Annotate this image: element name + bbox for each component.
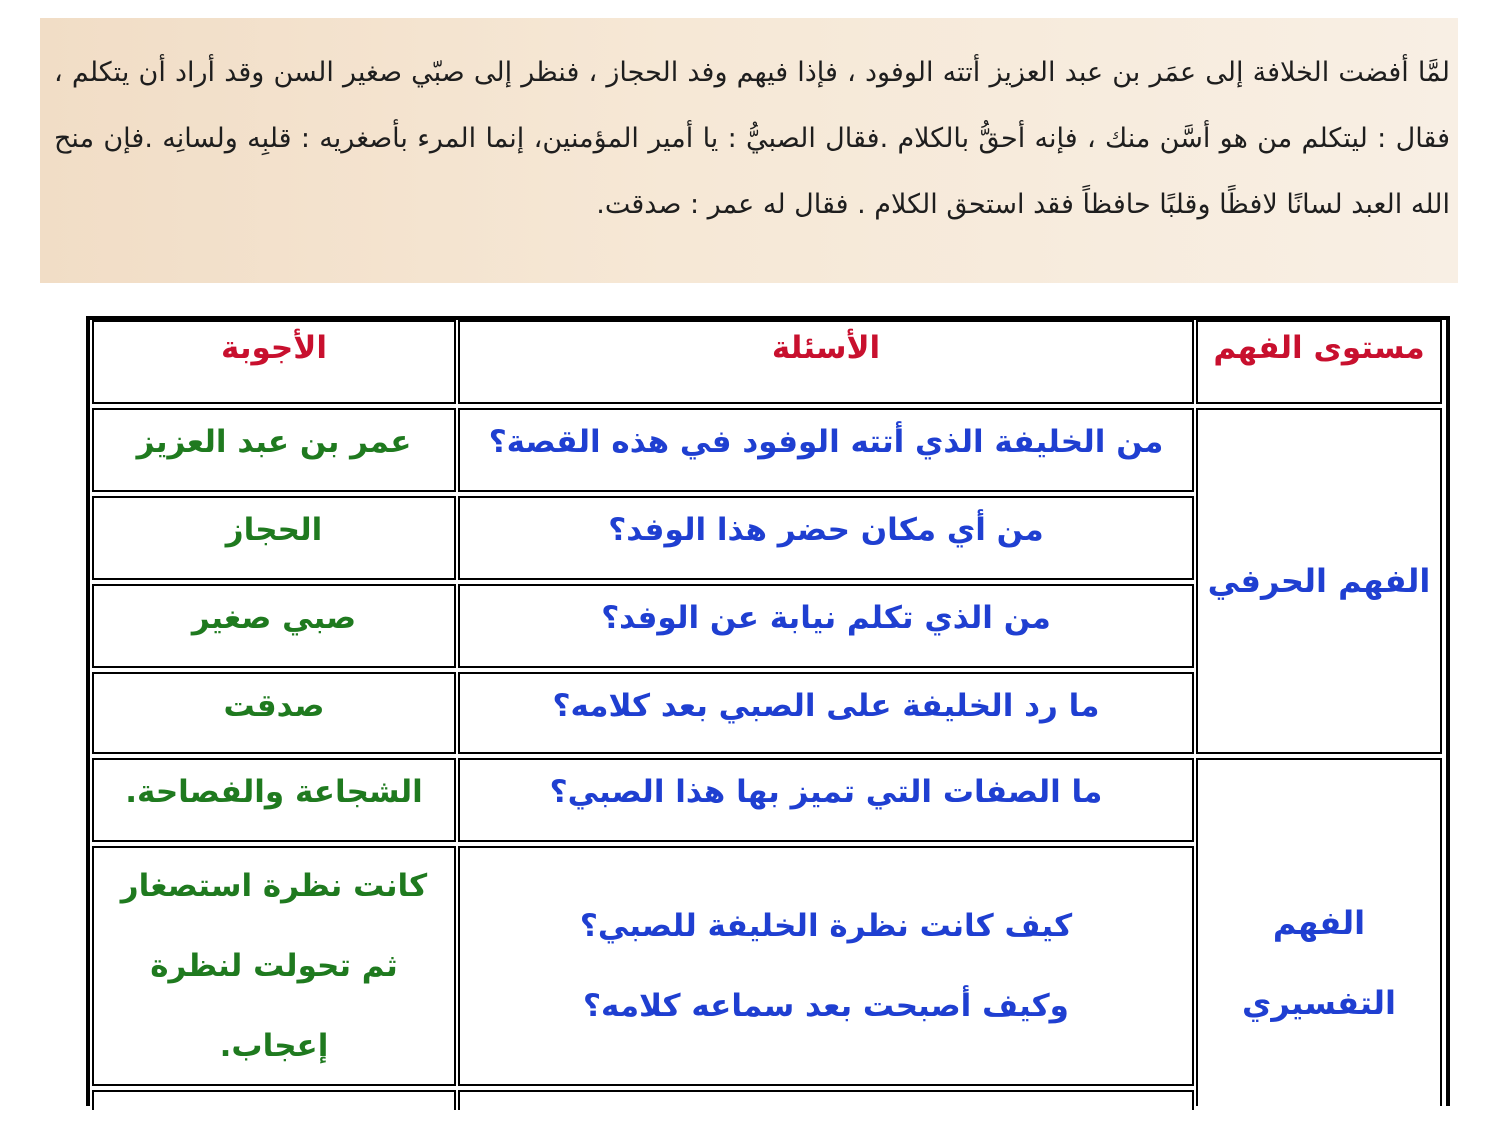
question-cell: من أي مكان حضر هذا الوفد؟ [458,496,1194,580]
answer-cell: الشجاعة والفصاحة. [92,758,456,842]
question-cell: ما الصفات التي تميز بها هذا الصبي؟ [458,758,1194,842]
answer-line: إعجاب. [219,1028,329,1064]
answer-cell: الحجاز [92,496,456,580]
level-line: التفسيري [1242,984,1396,1022]
answer-cell-multiline [92,846,456,1086]
level-literal: الفهم الحرفي [1196,408,1442,754]
level-interpretive [1196,758,1442,1106]
question-cell: من الذي تكلم نيابة عن الوفد؟ [458,584,1194,668]
header-questions: الأسئلة [458,320,1194,404]
header-answers: الأجوبة [92,320,456,404]
answer-line: كانت نظرة استصغار [120,868,428,904]
next-row-cell [458,1090,1194,1110]
question-cell: من الخليفة الذي أتته الوفود في هذه القصة؟ [458,408,1194,492]
question-cell: ما رد الخليفة على الصبي بعد كلامه؟ [458,672,1194,754]
question-line: كيف كانت نظرة الخليفة للصبي؟ [579,908,1073,944]
question-cell-multiline [458,846,1194,1086]
comprehension-table [86,316,1450,1106]
answer-cell: عمر بن عبد العزيز [92,408,456,492]
answer-cell: صدقت [92,672,456,754]
story-passage [40,18,1458,283]
question-line: وكيف أصبحت بعد سماعه كلامه؟ [583,988,1069,1024]
header-level: مستوى الفهم [1196,320,1442,404]
answer-cell: صبي صغير [92,584,456,668]
passage-text: لمَّا أفضت الخلافة إلى عمَر بن عبد العزيز أتته الوفود ، فإذا فيهم وفد الحجاز ، فنظر إلى صبّي صغير السن وقد أراد أن يتكلم ، فقال : ليتكلم من هو أسَّن منك ، فإنه أحقُّ بالكلام .فقال الصبيُّ : يا أمير المؤمنين، إنما المرء بأصغريه : قلبِه ولسانِه .فإن منح الله العبد لسانًا لافظًا وقلبًا حافظاً فقد استحق الكلام . فقال له عمر : صدقت. [54,57,1450,220]
level-line: الفهم [1272,904,1366,942]
next-row-cell [92,1090,456,1110]
answer-line: ثم تحولت لنظرة [150,948,398,984]
